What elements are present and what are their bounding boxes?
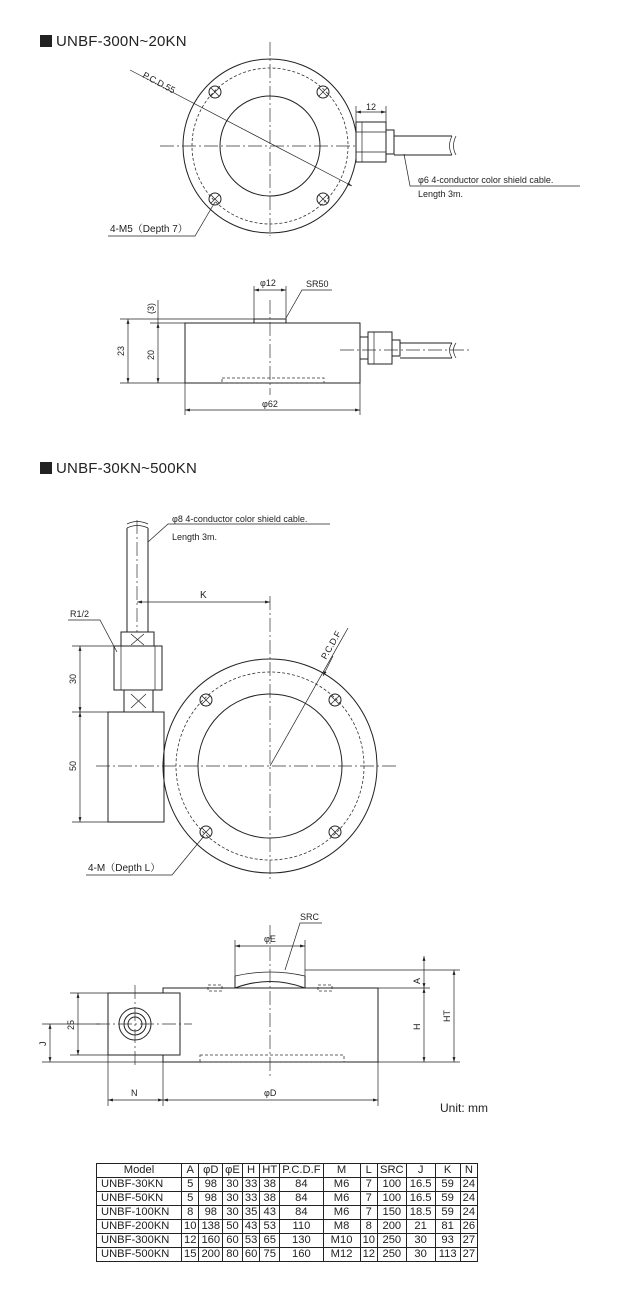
ht-label: HT [442,1010,452,1022]
table-cell: 30 [406,1248,435,1262]
table-header: H [242,1164,259,1178]
table-cell: M12 [323,1248,360,1262]
table-cell: 35 [242,1206,259,1220]
unit-label: Unit: mm [440,1101,488,1115]
body-outline [185,323,360,383]
table-cell: 7 [360,1206,377,1220]
table-header: HT [260,1164,280,1178]
table-cell: 7 [360,1192,377,1206]
phiE-label: φE [264,934,276,944]
cable-note-2: Length 3m. [418,189,464,199]
r12-label: R1/2 [70,609,90,619]
a-label: A [412,977,422,984]
table-cell: 60 [223,1234,243,1248]
table-cell: 75 [260,1248,280,1262]
cable-connector [356,122,456,162]
table-row [97,1178,478,1192]
model-cell: UNBF-30KN [97,1178,182,1192]
table-header: K [435,1164,460,1178]
cable-note-1-large: φ8 4-conductor color shield cable. [172,514,308,524]
table-cell: M6 [323,1178,360,1192]
table-cell: 110 [280,1220,323,1234]
table-cell: 16.5 [406,1192,435,1206]
n-label: N [131,1088,138,1098]
table-cell: M8 [323,1220,360,1234]
table-header: L [360,1164,377,1178]
dim-23: 23 [116,345,126,356]
table-cell: 27 [460,1248,477,1262]
model-cell: UNBF-100KN [97,1206,182,1220]
table-header: A [182,1164,199,1178]
table-cell: 26 [460,1220,477,1234]
table-row [97,1192,478,1206]
table-header: SRC [378,1164,407,1178]
model-cell: UNBF-300KN [97,1234,182,1248]
table-cell: 98 [199,1178,223,1192]
table-cell: 81 [435,1220,460,1234]
table-cell: 84 [280,1178,323,1192]
table-row [97,1220,478,1234]
table-row [97,1234,478,1248]
table-cell: 30 [406,1234,435,1248]
table-cell: 93 [435,1234,460,1248]
table-cell: 30 [223,1192,243,1206]
thread-note-large: 4-M（Depth L） [88,863,161,874]
table-header-row [97,1164,478,1178]
src-label: SRC [300,912,320,922]
table-cell: 16.5 [406,1178,435,1192]
table-cell: 200 [378,1220,407,1234]
table-cell: 15 [182,1248,199,1262]
table-cell: 80 [223,1248,243,1262]
k-label: K [200,590,207,601]
table-cell: 59 [435,1178,460,1192]
table-header: J [406,1164,435,1178]
table-cell: 33 [242,1178,259,1192]
table-cell: M6 [323,1192,360,1206]
table-cell: 113 [435,1248,460,1262]
bolt-hole [209,86,329,205]
table-cell: 200 [199,1248,223,1262]
pcd-label: P.C.D.55 [141,69,177,96]
table-cell: 60 [242,1248,259,1262]
table-header: Model [97,1164,182,1178]
top-view-large [68,514,396,880]
table-cell: 5 [182,1192,199,1206]
table-cell: 59 [435,1192,460,1206]
phi12-label: φ12 [260,278,276,288]
sr50-label: SR50 [306,279,329,289]
model-cell: UNBF-500KN [97,1248,182,1262]
table-cell: 33 [242,1192,259,1206]
table-header: φD [199,1164,223,1178]
dim-12-label: 12 [366,102,377,112]
h-label: H [412,1023,422,1030]
j-label: J [38,1041,48,1046]
body-outline-large [163,988,378,1062]
table-cell: 38 [260,1192,280,1206]
table-cell: 8 [360,1220,377,1234]
table-cell: 8 [182,1206,199,1220]
table-cell: 24 [460,1178,477,1192]
section2-heading: UNBF-30KN~500KN [40,460,197,477]
table-header: P.C.D.F [280,1164,323,1178]
phi62-label: φ62 [262,399,278,409]
table-header: φE [223,1164,243,1178]
table-cell: 18.5 [406,1206,435,1220]
dim-50: 50 [68,760,78,771]
table-cell: 10 [182,1220,199,1234]
side-connector [340,332,470,364]
table-cell: 53 [260,1220,280,1234]
spec-table [96,1163,478,1262]
side-view-large [38,912,460,1106]
table-cell: 250 [378,1234,407,1248]
table-cell: 98 [199,1192,223,1206]
table-cell: 138 [199,1220,223,1234]
thread-note: 4-M5（Depth 7） [110,224,188,235]
table-cell: 160 [280,1248,323,1262]
top-view-small [108,42,580,236]
table-cell: 50 [223,1220,243,1234]
dim-20: 20 [146,349,156,360]
table-cell: 5 [182,1178,199,1192]
cable-note-1: φ6 4-conductor color shield cable. [418,175,554,185]
table-cell: 65 [260,1234,280,1248]
table-cell: 43 [242,1220,259,1234]
table-cell: 84 [280,1192,323,1206]
table-cell: 53 [242,1234,259,1248]
table-cell: 150 [378,1206,407,1220]
side-view-small [116,278,470,415]
table-cell: 27 [460,1234,477,1248]
dim-30: 30 [68,673,78,684]
table-cell: 98 [199,1206,223,1220]
table-header: N [460,1164,477,1178]
table-cell: 12 [360,1248,377,1262]
table-cell: 160 [199,1234,223,1248]
model-cell: UNBF-50KN [97,1192,182,1206]
connector-fitting [108,632,164,822]
table-cell: 24 [460,1192,477,1206]
table-cell: 38 [260,1178,280,1192]
table-cell: 30 [223,1178,243,1192]
model-cell: UNBF-200KN [97,1220,182,1234]
table-cell: 100 [378,1192,407,1206]
table-cell: 250 [378,1248,407,1262]
section1-heading: UNBF-300N~20KN [40,33,187,50]
table-row [97,1248,478,1262]
table-cell: 21 [406,1220,435,1234]
table-row [97,1206,478,1220]
table-cell: 100 [378,1178,407,1192]
table-header: M [323,1164,360,1178]
dim-3: (3) [146,303,156,314]
table-cell: 12 [182,1234,199,1248]
table-cell: M10 [323,1234,360,1248]
table-cell: 7 [360,1178,377,1192]
table-cell: 24 [460,1206,477,1220]
table-cell: 10 [360,1234,377,1248]
cable-note-2-large: Length 3m. [172,532,218,542]
table-cell: 30 [223,1206,243,1220]
pcdf-label: P.C.D.F [319,629,344,661]
table-cell: 130 [280,1234,323,1248]
dim-25: 25 [66,1019,76,1030]
side-housing [108,712,164,822]
table-cell: 59 [435,1206,460,1220]
table-cell: 84 [280,1206,323,1220]
table-cell: M6 [323,1206,360,1220]
table-cell: 43 [260,1206,280,1220]
phiD-label: φD [264,1088,277,1098]
